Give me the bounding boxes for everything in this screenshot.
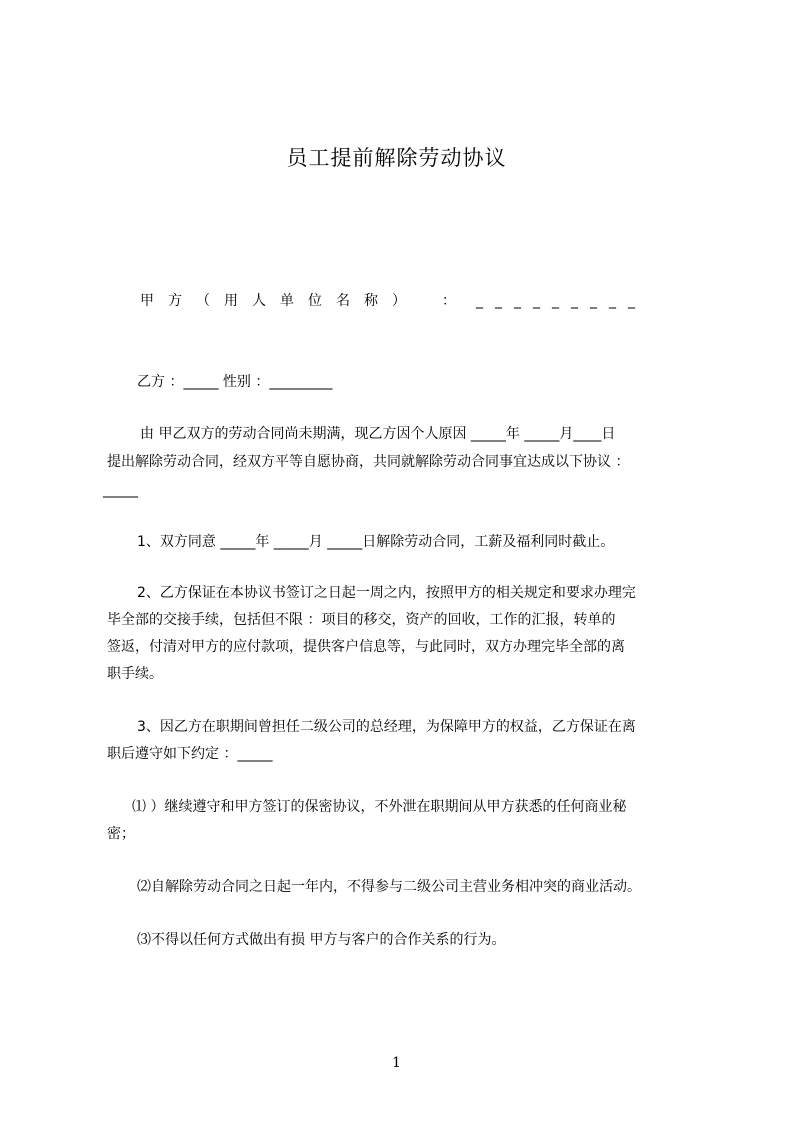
party-a-line <box>140 288 647 315</box>
intro-line-1: 由 甲乙双方的劳动合同尚未期满，现乙方因个人原因 _____年 _____月____日 <box>140 426 616 442</box>
document-title: 员工提前解除劳动协议 <box>286 146 507 170</box>
clause-3-line-2: 职后遵守如下约定 ：_____ <box>107 746 273 762</box>
item-2: ⑵自解除劳动合同之日起一年内，不得参与二级公司主营业务相冲突的商业活动。 <box>137 879 641 895</box>
clause-2-line-4: 职手续。 <box>107 666 163 682</box>
page-number: 1 <box>392 1055 401 1071</box>
party-b-line: 乙方 ：_____ 性别 ：_________ <box>137 374 333 390</box>
item-3: ⑶不得以任何方式做出有损 甲方与客户的合作关系的行为。 <box>137 932 506 948</box>
party-a-label: 甲方（用人单位名称） <box>140 293 420 309</box>
party-a-blank: _________ <box>476 293 647 309</box>
intro-line-3: _____ <box>103 482 138 498</box>
intro-line-2: 提出解除劳动合同，经双方平等自愿协商，共同就解除劳动合同事宜达成以下协议 ： <box>107 454 630 470</box>
item-1-line-1: ⑴ ）继续遵守和甲方签订的保密协议，不外泄在职期间从甲方获悉的任何商业秘 <box>132 799 627 815</box>
clause-2-line-3: 签返，付清对甲方的应付款项，提供客户信息等，与此同时，双方办理完毕全部的离 <box>107 639 625 655</box>
item-1-line-2: 密； <box>107 826 135 842</box>
party-a-colon: ： <box>442 293 470 309</box>
clause-2-line-1: 2、乙方保证在本协议书签订之日起一周之内，按照甲方的相关规定和要求办理完 <box>137 585 636 601</box>
clause-3-line-1: 3、因乙方在职期间曾担任二级公司的总经理，为保障甲方的权益，乙方保证在离 <box>137 719 636 735</box>
clause-2-line-2: 毕全部的交接手续，包括但不限 ：项目的移交，资产的回收，工作的汇报，转单的 <box>107 612 616 628</box>
clause-1: 1、双方同意 _____年 _____月 _____日解除劳动合同，工薪及福利同时截止。 <box>137 534 615 550</box>
